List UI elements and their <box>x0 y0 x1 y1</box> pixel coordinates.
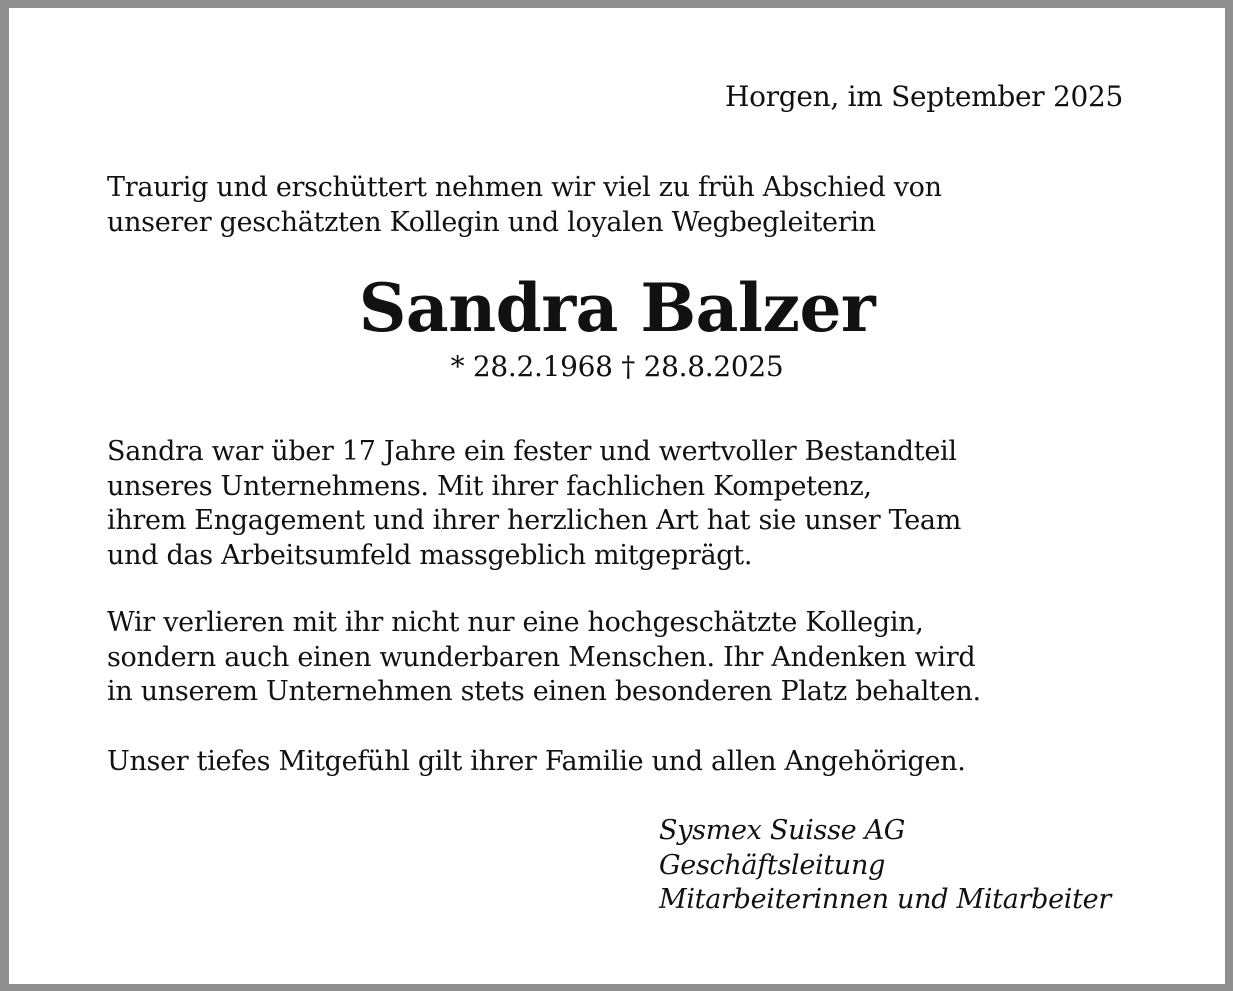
paragraph-line: in unserem Unternehmen stets einen besonderen Platz behalten. <box>107 676 981 707</box>
paragraph-line: sondern auch einen wunderbaren Menschen. Ihr Andenken wird <box>107 641 976 673</box>
obituary-notice <box>9 8 1225 984</box>
signature-block <box>659 814 1111 918</box>
signature-staff: Mitarbeiterinnen und Mitarbeiter <box>659 884 1111 915</box>
intro-text <box>107 171 942 240</box>
life-dates: * 28.2.1968 † 28.8.2025 <box>450 350 784 383</box>
intro-line: unserer geschätzten Kollegin und loyalen Wegbegleiterin <box>107 206 876 238</box>
paragraph-line: ihrem Engagement und ihrer herzlichen Art hat sie unser Team <box>107 505 962 536</box>
place-date: Horgen, im September 2025 <box>725 80 1123 113</box>
paragraph-line: Sandra war über 17 Jahre ein fester und wertvoller Bestandteil <box>107 436 957 467</box>
paragraph-condolence <box>107 745 966 780</box>
paragraph-line: Wir verlieren mit ihr nicht nur eine hochgeschätzte Kollegin, <box>107 607 924 638</box>
intro-line: Traurig und erschüttert nehmen wir viel zu früh Abschied von <box>107 172 942 203</box>
deceased-name: Sandra Balzer <box>358 269 876 347</box>
paragraph-line: und das Arbeitsumfeld massgeblich mitgeprägt. <box>107 539 753 571</box>
paragraph-line: Unser tiefes Mitgefühl gilt ihrer Familie und allen Angehörigen. <box>107 746 966 777</box>
paragraph-remembrance <box>107 606 981 710</box>
paragraph-line: unseres Unternehmens. Mit ihrer fachlichen Kompetenz, <box>107 470 872 502</box>
paragraph-tribute <box>107 435 961 573</box>
signature-management: Geschäftsleitung <box>659 849 886 881</box>
signature-company: Sysmex Suisse AG <box>659 815 906 846</box>
